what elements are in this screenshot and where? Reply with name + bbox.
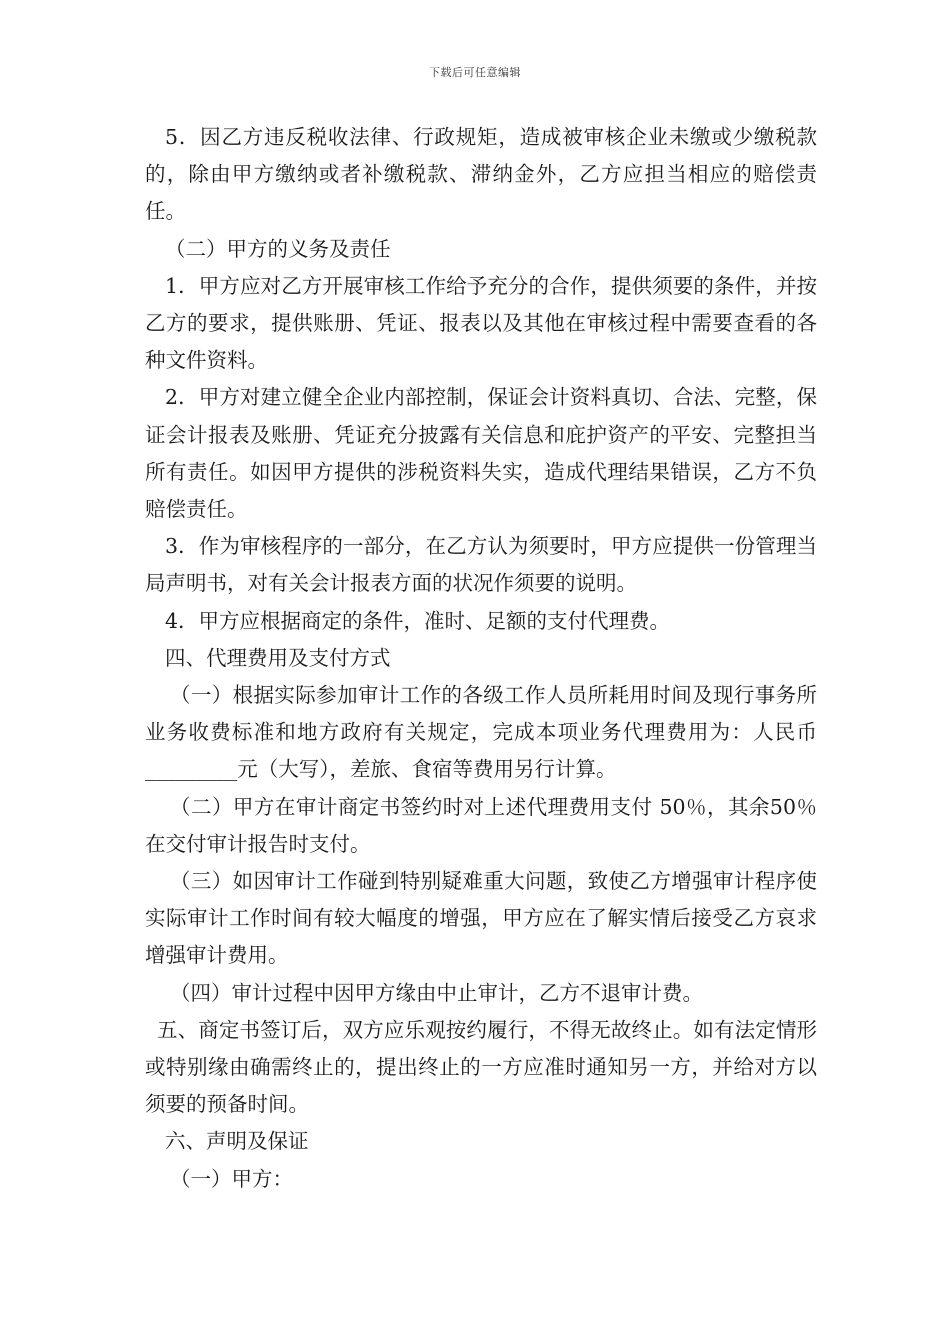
document-body	[145, 119, 817, 1198]
paragraph-2: 2．甲方对建立健全企业内部控制，保证会计资料真切、合法、完整，保证会计报表及账册、凭证充分披露有关信息和庇护资产的平安、完整担当所有责任。如因甲方提供的涉税资料失实，造成代理结果错误，乙方不负赔偿责任。	[145, 385, 817, 522]
fee-clause-3: （三）如因审计工作碰到特别疑难重大问题，致使乙方增强审计程序使实际审计工作时间有较大幅度的增强，甲方应在了解实情后接受乙方哀求增强审计费用。	[145, 869, 817, 968]
fee-clause-2: （二）甲方在审计商定书签约时对上述代理费用支付 50％，其余50％在交付审计报告时支付。	[145, 794, 817, 856]
paragraph-1: 1．甲方应对乙方开展审核工作给予充分的合作，提供须要的条件，并按乙方的要求，提供账册、凭证、报表以及其他在审核过程中需要查看的各种文件资料。	[145, 273, 817, 373]
page-header: 下载后可任意编辑	[429, 66, 521, 79]
paragraph-3: 3．作为审核程序的一部分，在乙方认为须要时，甲方应提供一份管理当局声明书，对有关会计报表方面的状况作须要的说明。	[145, 534, 817, 596]
fee-clause-1: （一）根据实际参加审计工作的各级工作人员所耗用时间及现行事务所业务收费标准和地方政府有关规定，完成本项业务代理费用为：人民币_________元（大写），差旅、食宿等费用另行计算。	[145, 683, 817, 782]
section-heading-party-a-duties: （二）甲方的义务及责任	[165, 236, 391, 261]
section-heading-declaration: 六、声明及保证	[165, 1129, 309, 1154]
section-heading-fees: 四、代理费用及支付方式	[165, 645, 391, 670]
paragraph-4: 4．甲方应根据商定的条件，准时、足额的支付代理费。	[165, 608, 671, 633]
paragraph-5: 5．因乙方违反税收法律、行政规矩，造成被审核企业未缴或少缴税款的，除由甲方缴纳或者补缴税款、滞纳金外，乙方应担当相应的赔偿责任。	[145, 125, 817, 224]
section-five-termination: 五、商定书签订后，双方应乐观按约履行，不得无故终止。如有法定情形或特别缘由确需终止的，提出终止的一方应准时通知另一方，并给对方以须要的预备时间。	[145, 1017, 817, 1117]
declaration-party-a: （一）甲方：	[170, 1166, 293, 1191]
fee-clause-4: （四）审计过程中因甲方缘由中止审计，乙方不退审计费。	[170, 980, 703, 1005]
